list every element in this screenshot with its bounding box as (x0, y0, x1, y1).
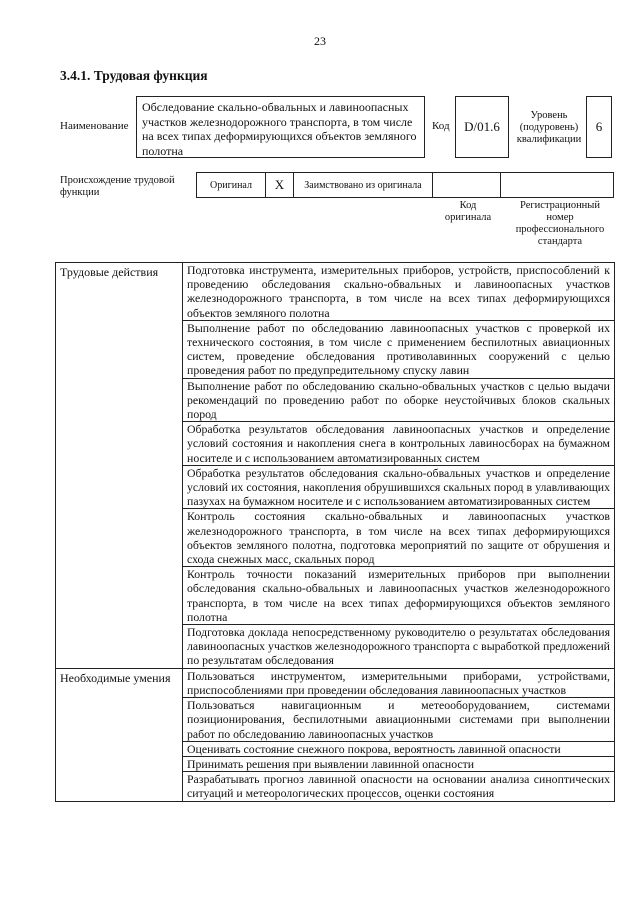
list-item: Принимать решения при выявлении лавинной опасности (183, 756, 615, 771)
section-title: 3.4.1. Трудовая функция (60, 68, 208, 83)
borrowed-label: Заимствовано из оригинала (293, 172, 433, 198)
original-code-cell (432, 172, 501, 198)
section-title-labor-actions: Трудовые действия (56, 263, 183, 669)
origin-row (196, 172, 614, 198)
section-title-required-skills: Необходимые умения (56, 668, 183, 801)
list-item: Обработка результатов обследования лавиноопасных участков и определение условий состояния и накопления снега в контрольных лавиносборах на бумажном носителе и с использованием автоматизированных систем (183, 422, 615, 466)
table-row (56, 263, 615, 321)
page-number: 23 (314, 34, 326, 48)
level-label: Уровень (подуровень) квалификации (516, 110, 582, 145)
qualification-level: 6 (586, 96, 612, 158)
list-item: Подготовка доклада непосредственному руководителю о результатах обследования лавиноопасных участков железнодорожного транспорта с выработкой предложений по результатам обследования (183, 625, 615, 669)
list-item: Обработка результатов обследования скально-обвальных участков и определение условий их состояния, накопления обрушившихся скальных пород в улавливающих пазухах на бумажном носителе и с использованием автоматизированных систем (183, 465, 615, 509)
table-row (56, 668, 615, 697)
list-item: Выполнение работ по обследованию скально-обвальных участков с целью выдачи рекомендаций по проведению работ по оборке неустойчивых блоков скальных пород (183, 378, 615, 422)
name-label: Наименование (60, 120, 129, 132)
list-item: Пользоваться навигационным и метеооборудованием, системами позиционирования, беспилотными авиационными системами при выполнении работ по обследованию лавиноопасных участков (183, 698, 615, 742)
list-item: Разрабатывать прогноз лавинной опасности на основании анализа синоптических ситуаций и метеорологических процессов, оценки состояния (183, 772, 615, 801)
list-item: Подготовка инструмента, измерительных приборов, устройств, приспособлений к проведению обследования скально-обвальных и лавиноопасных участков железнодорожного транспорта, в том числе на всех типах деформирующихся объектов земляного полотна (183, 263, 615, 321)
original-code-caption: Код оригинала (444, 200, 492, 223)
list-item: Выполнение работ по обследованию лавиноопасных участков с проверкой их технического состояния, в том числе с применением беспилотных авиационных систем, проведение обследования противолавинных сооружений с целью проведения работ по предупредительному спуску лавин (183, 320, 615, 378)
list-item: Контроль точности показаний измерительных приборов при выполнении обследования скально-обвальных и лавиноопасных участков железнодорожного транспорта, в том числе на всех типах деформирующихся объектов земляного полотна (183, 567, 615, 625)
list-item: Пользоваться инструментом, измерительными приборами, устройствами, приспособлениями при проведении обследования лавиноопасных участков (183, 668, 615, 697)
function-name: Обследование скально-обвальных и лавиноопасных участков железнодорожного транспорта, в том числе на всех типах деформирующихся объектов земляного полотна (136, 96, 425, 158)
list-item: Контроль состояния скально-обвальных и лавиноопасных участков железнодорожного транспорта, в том числе на всех типах деформирующихся объектов земляного полотна, подготовка мероприятий по защите от обрушения и схода снежных масс, скальных пород (183, 509, 615, 567)
function-code: D/01.6 (455, 96, 509, 158)
origin-label: Происхождение трудовой функции (60, 175, 175, 198)
code-label: Код (432, 120, 450, 132)
original-label: Оригинал (196, 172, 266, 198)
registration-number-cell (500, 172, 614, 198)
original-mark: X (265, 172, 294, 198)
registration-number-caption: Регистрационный номер профессионального стандарта (515, 200, 605, 247)
function-details-table (55, 262, 615, 802)
list-item: Оценивать состояние снежного покрова, вероятность лавинной опасности (183, 741, 615, 756)
